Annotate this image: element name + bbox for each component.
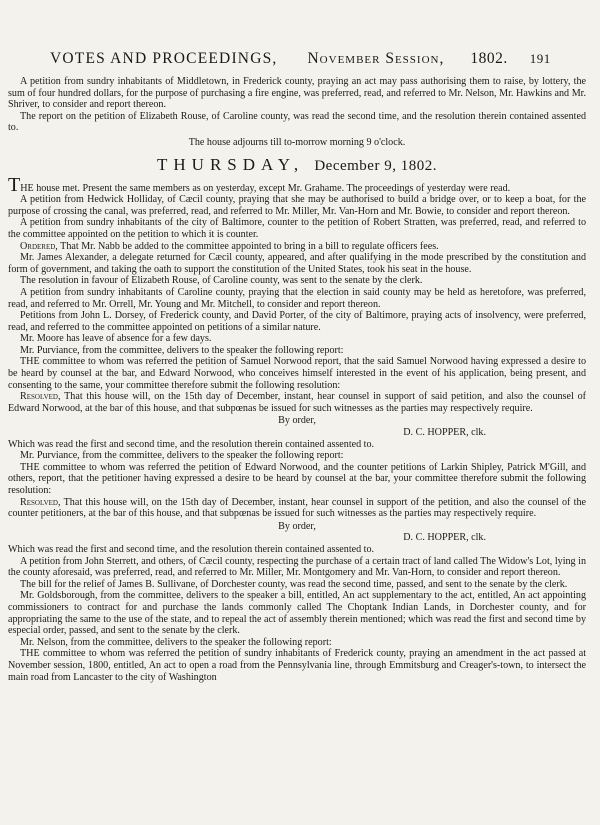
page-number: 191 <box>529 51 551 66</box>
committee-report: THE committee to whom was referred the petition of sundry inhabitants of Frederick county, praying an amendment in the act passed at November session, 1800, entitled, An act to open a road from the Pennsylvania line, through Emmitsburg and Creager's-town, to intersect the main road from Lancaster to the city of Washington <box>8 648 586 683</box>
paragraph-text: HE house met. Present the same members as on yesterday, except Mr. Grahame. The proceedings of yesterday were read. <box>20 182 511 194</box>
clerk-signature-1: D. C. HOPPER, clk. <box>403 427 486 439</box>
paragraph: Mr. Purviance, from the committee, delivers to the speaker the following report: <box>20 344 344 356</box>
paragraph: Mr. Nelson, from the committee, delivers to the speaker the following report: <box>20 636 332 648</box>
paragraph: Mr. James Alexander, a delegate returned for Cæcil county, appeared, and after qualifying in the mode prescribed by the constitution and form of government, and taking the oath to support the constitution of the United States, took his seat in the house. <box>8 252 586 275</box>
by-order-2: By order, <box>278 520 316 532</box>
paragraph: Petitions from John L. Dorsey, of Frederick county, and David Porter, of the city of Baltimore, praying acts of insolvency, were preferred, read, and referred to the committee appointed on petitions of a similar nature. <box>8 310 586 333</box>
paragraph-house-met <box>8 173 586 196</box>
paragraph: A petition from John Sterrett, and others, of Cæcil county, respecting the purchase of a certain tract of land called The Widow's Lot, lying in the county aforesaid, was preferred, read, and referred to Mr. Miller, Mr. Montgomery and Mr. Van-Horn, to consider and report thereon. <box>8 555 586 579</box>
day-heading-date: December 9, 1802. <box>314 157 437 174</box>
header-year: 1802. <box>470 50 508 67</box>
paragraph-text: That this house will, on the 15th day of December, instant, hear counsel in support of the petition, and also the counsel of the counter petitioners, at the bar of this house, and that subpœnas be issued for such witnesses as the parties may respectively require. <box>8 496 586 520</box>
paragraph: The bill for the relief of James B. Sullivane, of Dorchester county, was read the second time, passed, and sent to the senate by the clerk. <box>20 578 568 590</box>
header-session: November Session, <box>307 50 445 67</box>
paragraph: Which was read the first and second time, and the resolution therein contained assented to. <box>8 438 375 450</box>
paragraph: A petition from sundry inhabitants of Caroline county, praying that the election in said county may be held as heretofore, was preferred, read, and referred to Mr. Orrell, Mr. Young and Mr. Mitchell, to consider and report thereon. <box>8 286 586 310</box>
resolved-lead: Resolved, <box>20 496 61 508</box>
paragraph: Mr. Goldsborough, from the committee, delivers to the speaker a bill, entitled, An act supplementary to the act, entitled, An act appointing commissioners to contract for and purchase the lands commonly called The Choptank Indian Lands, in Dorchester county, and for appropriating the same to the use of the state, and to repeal the act of assembly therein mentioned; which was read the first and second time by especial order, passed, and sent to the senate by the clerk. <box>8 590 586 637</box>
page-header <box>8 50 586 76</box>
paragraph: Mr. Purviance, from the committee, delivers to the speaker the following report: <box>20 450 344 462</box>
paragraph-text: That Mr. Nabb be added to the committee appointed to bring in a bill to regulate officers fees. <box>57 240 439 252</box>
committee-report: THE committee to whom was referred the petition of Edward Norwood, and the counter petitions of Larkin Shipley, Patrick M'Gill, and others, report, that the petitioner having expressed a desire to be heard by counsel at the bar, your committee therefore submit the following resolution: <box>8 461 586 496</box>
intro-paragraph-2: The report on the petition of Elizabeth Rouse, of Caroline county, was read the second time, and the resolution therein contained assented to. <box>8 110 586 134</box>
adjournment-line: The house adjourns till to-morrow morning 9 o'clock. <box>188 136 406 148</box>
paragraph: A petition from sundry inhabitants of the city of Baltimore, counter to the petition of Robert Stratten, was preferred, read, and referred to the committee appointed on the petition to which it is counter. <box>8 217 586 240</box>
paragraph: A petition from Hedwick Holliday, of Cæcil county, praying that she may be authorised to build a bridge over, or to keep a boat, for the purpose of crossing the canal, was preferred, read, and referred to Mr. Miller, Mr. Van-Horn and Mr. Bowie, to consider and report thereon. <box>8 194 586 217</box>
paragraph-resolved <box>8 497 586 520</box>
paragraph-resolved <box>8 391 586 414</box>
paragraph: Mr. Moore has leave of absence for a few days. <box>20 333 212 345</box>
paragraph: The resolution in favour of Elizabeth Rouse, of Caroline county, was sent to the senate by the clerk. <box>20 275 423 287</box>
committee-report: THE committee to whom was referred the petition of Samuel Norwood report, that the said Samuel Norwood having expressed a desire to be heard by counsel at the bar, and Edward Norwood, who conceives himself interested in the event of his application, being present, and consenting to the same, your committee therefore submit the following resolution: <box>8 356 586 391</box>
day-heading <box>8 155 586 175</box>
paragraph: Which was read the first and second time, and the resolution therein contained assented to. <box>8 543 375 555</box>
clerk-signature-2: D. C. HOPPER, clk. <box>403 532 486 544</box>
resolved-lead: Resolved, <box>20 391 61 403</box>
paragraph-ordered <box>8 241 586 253</box>
drop-cap: T <box>8 173 21 196</box>
intro-paragraph-1: A petition from sundry inhabitants of Middletown, in Frederick county, praying an act may pass authorising them to raise, by lottery, the sum of four hundred dollars, for the purpose of purchasing a fire engine, was preferred, read, and referred to Mr. Nelson, Mr. Hawkins and Mr. Shriver, to consider and report thereon. <box>8 76 586 111</box>
header-title: VOTES AND PROCEEDINGS, <box>50 50 278 67</box>
by-order-1: By order, <box>278 415 316 427</box>
day-heading-day: THURSDAY, <box>157 154 305 174</box>
ordered-lead: Ordered, <box>20 240 58 252</box>
paragraph-text: That this house will, on the 15th day of December, instant, hear counsel in support of said petition, and also the counsel of Edward Norwood, at the bar of this house, and that subpœnas be issued for such witnesses as the parties may respectively require. <box>8 391 586 414</box>
